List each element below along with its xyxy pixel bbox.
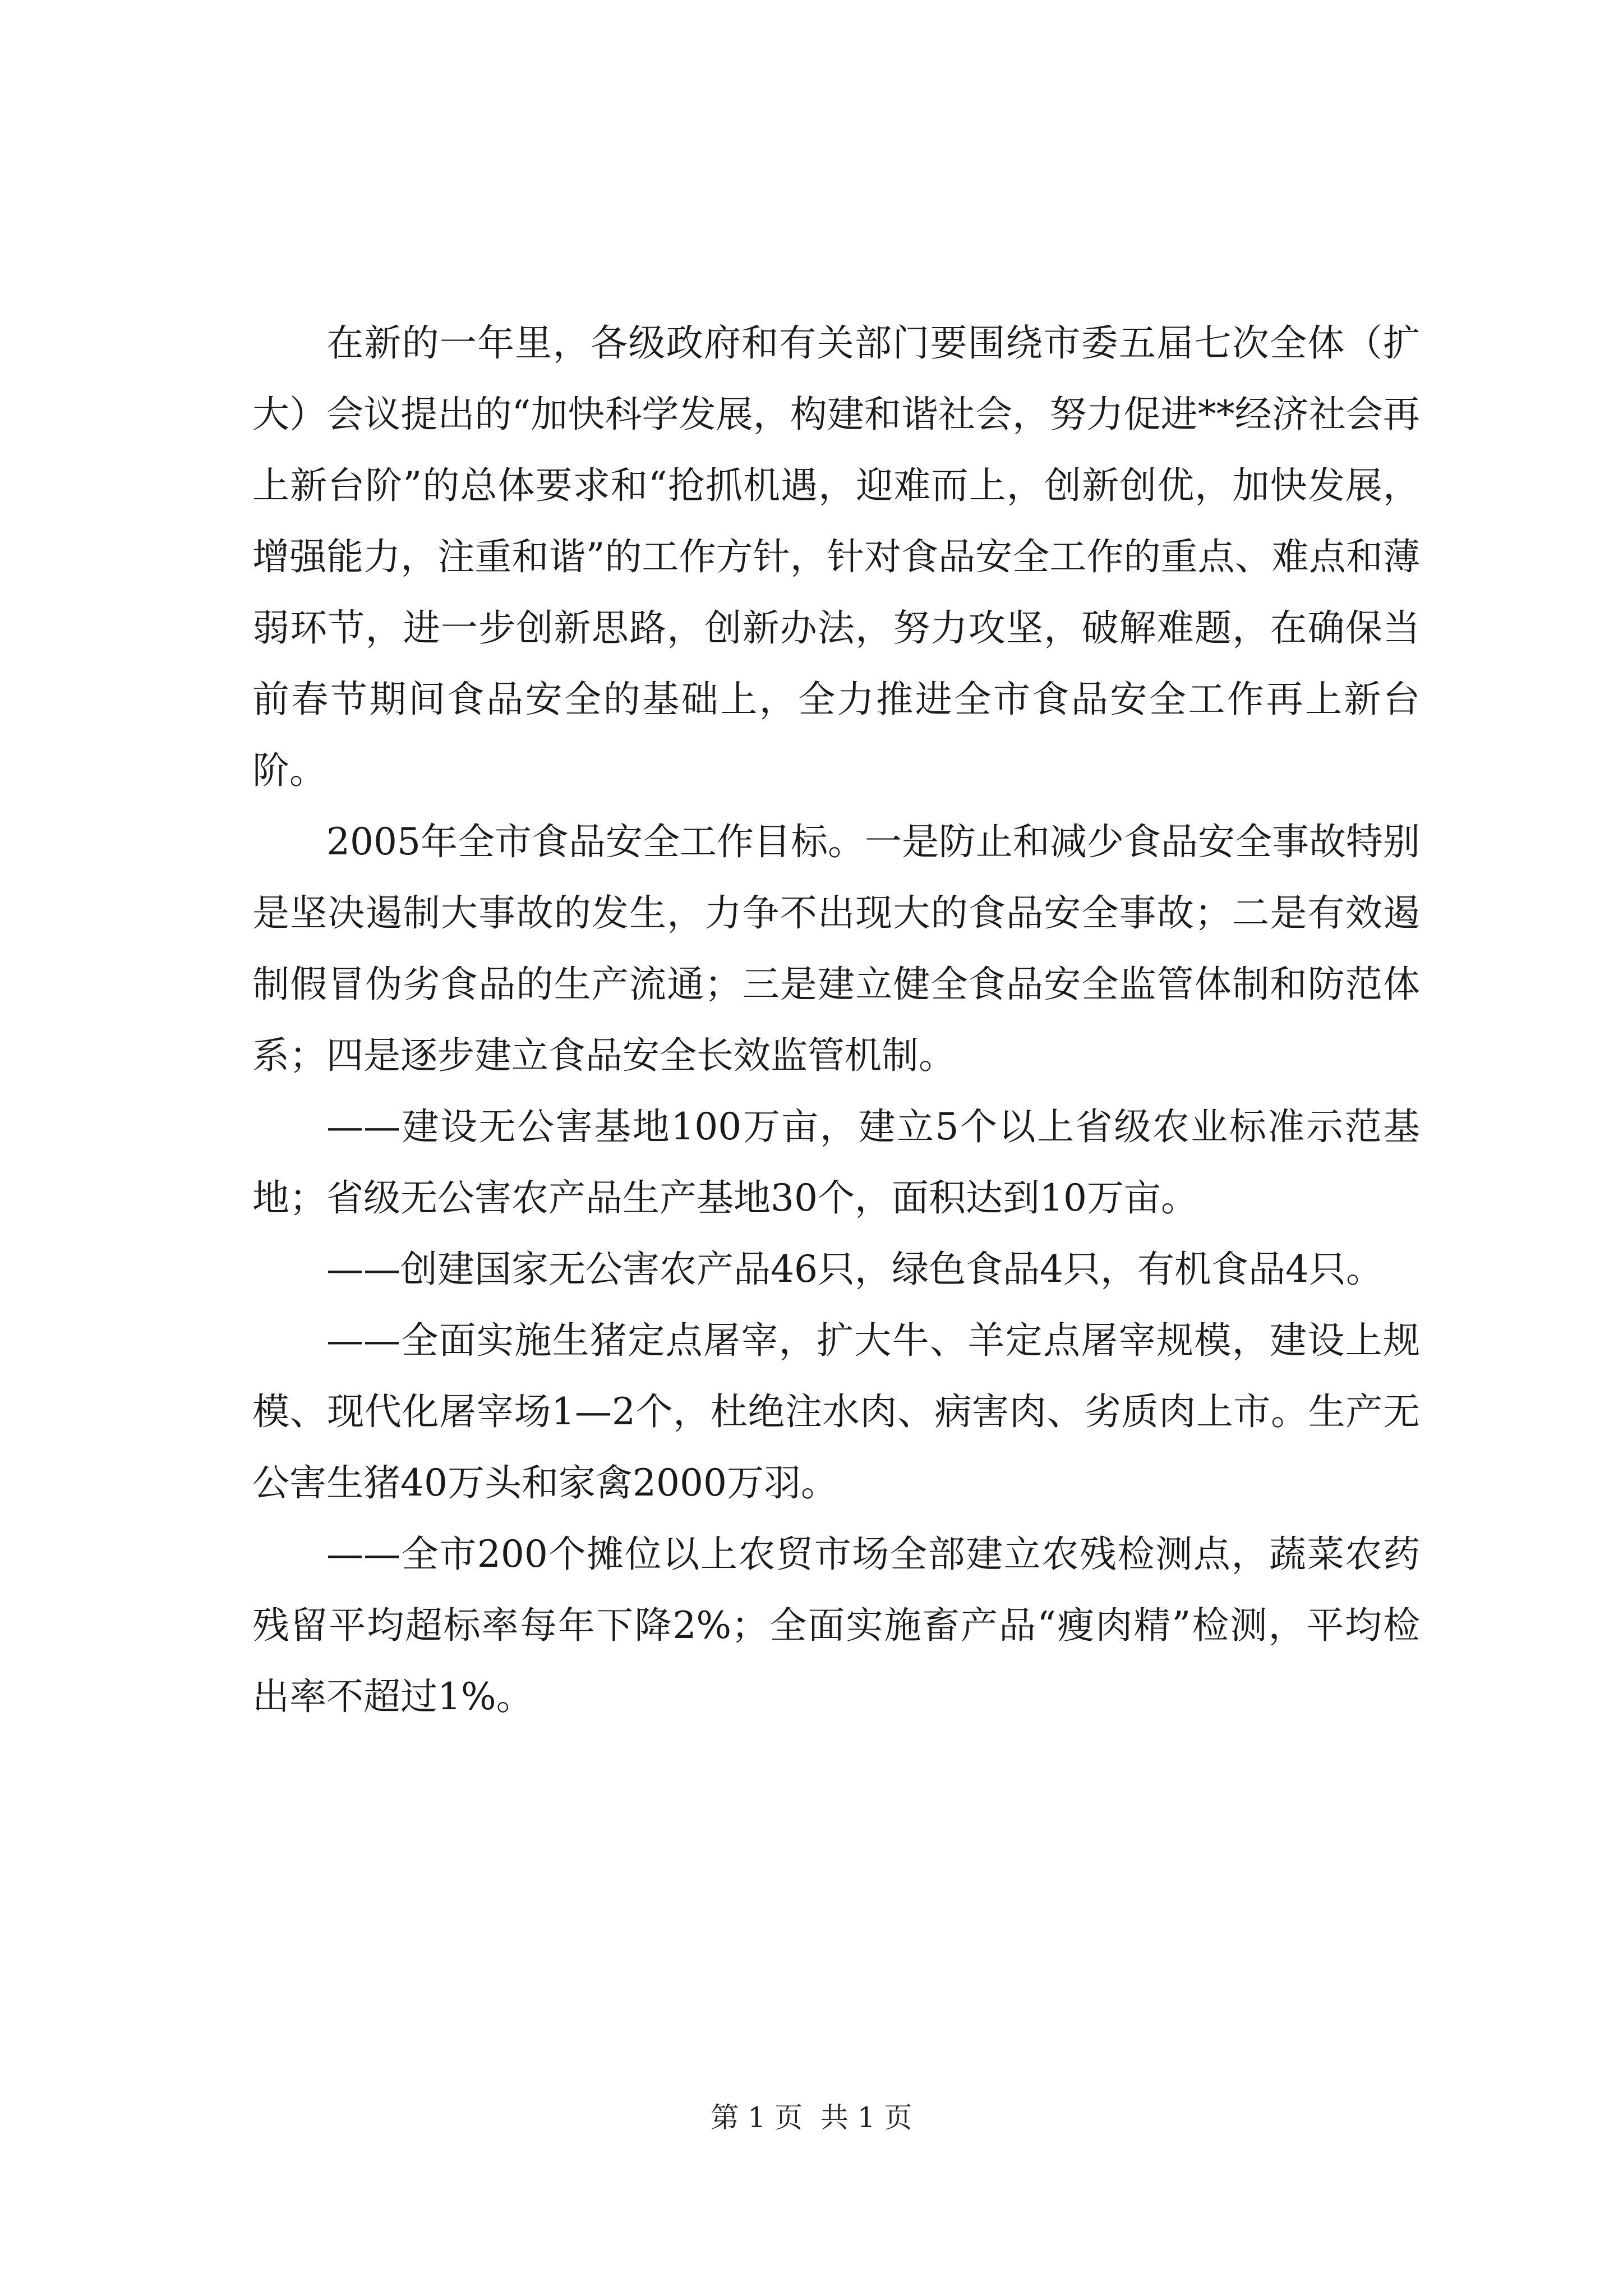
paragraph-item-bases: ——建设无公害基地100万亩，建立5个以上省级农业标准示范基地；省级无公害农产品生产基地30个，面积达到10万亩。	[252, 1105, 1420, 1220]
document-body	[252, 307, 1420, 1732]
paragraph-intro: 在新的一年里，各级政府和有关部门要围绕市委五届七次全体（扩大）会议提出的“加快科学发展，构建和谐社会，努力促进**经济社会再上新台阶”的总体要求和“抢抓机遇，迎难而上，创新创优，加快发展，增强能力，注重和谐”的工作方针，针对食品安全工作的重点、难点和薄弱环节，进一步创新思路，创新办法，努力攻坚，破解难题，在确保当前春节期间食品安全的基础上，全力推进全市食品安全工作再上新台阶。	[252, 321, 1420, 792]
paragraph-item-slaughter: ——全面实施生猪定点屠宰，扩大牛、羊定点屠宰规模，建设上规模、现代化屠宰场1—2个，杜绝注水肉、病害肉、劣质肉上市。生产无公害生猪40万头和家禽2000万羽。	[252, 1319, 1420, 1504]
page-footer	[0, 2101, 1623, 2134]
paragraph-item-products: ——创建国家无公害农产品46只，绿色食品4只，有机食品4只。	[326, 1248, 1383, 1291]
paragraph-item-testing: ——全市200个摊位以上农贸市场全部建立农残检测点，蔬菜农药残留平均超标率每年下降2%；全面实施畜产品“瘦肉精”检测，平均检出率不超过1%。	[252, 1533, 1420, 1718]
paragraph-goals-2005: 2005年全市食品安全工作目标。一是防止和减少食品安全事故特别是坚决遏制大事故的发生，力争不出现大的食品安全事故；二是有效遏制假冒伪劣食品的生产流通；三是建立健全食品安全监管体制和防范体系；四是逐步建立食品安全长效监管机制。	[252, 820, 1420, 1077]
page-number-label: 第 1 页 共 1 页	[711, 2101, 912, 2134]
